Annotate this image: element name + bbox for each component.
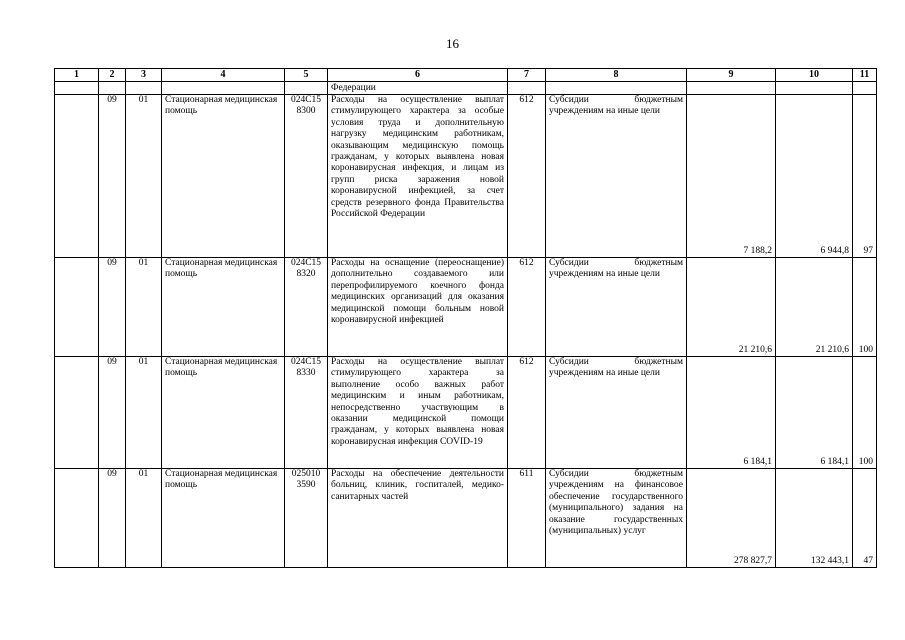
page-number: 16 (446, 36, 459, 51)
target-article-code: 024С15 8300 (285, 95, 328, 258)
executed-amount: 21 210,6 (776, 258, 853, 357)
execution-percent: 100 (853, 357, 877, 469)
execution-percent: 97 (853, 95, 877, 258)
col-header-4: 4 (162, 69, 285, 82)
col-header-5: 5 (285, 69, 328, 82)
execution-percent: 100 (853, 258, 877, 357)
subsection-name: Стационарная медицинская помощь (162, 95, 285, 258)
expense-type-code: 611 (508, 469, 546, 568)
col-header-10: 10 (776, 69, 853, 82)
expense-description: Расходы на осуществление выплат стимулирующего характера за выполнение особо важных работ медицинским и иным работникам, непосредственно участвующим в оказании медицинской помощи гражданам, у которых выявлена новая коронавирусная инфекция COVID-19 (328, 357, 508, 469)
executed-amount: 6 184,1 (776, 357, 853, 469)
subsection-name: Стационарная медицинская помощь (162, 357, 285, 469)
subsection-code: 01 (126, 258, 162, 357)
section-code: 09 (99, 357, 126, 469)
expense-description: Расходы на обеспечение деятельности больниц, клиник, госпиталей, медико-санитарных частей (328, 469, 508, 568)
target-article-code: 024С15 8330 (285, 357, 328, 469)
executed-amount: 6 944,8 (776, 95, 853, 258)
subsection-name: Стационарная медицинская помощь (162, 469, 285, 568)
target-article-code: 024С15 8320 (285, 258, 328, 357)
planned-amount: 7 188,2 (687, 95, 776, 258)
col-header-2: 2 (99, 69, 126, 82)
continuation-text: Федерации (328, 82, 508, 95)
col-header-7: 7 (508, 69, 546, 82)
executed-amount: 132 443,1 (776, 469, 853, 568)
continuation-row (55, 82, 877, 95)
budget-table (54, 68, 877, 568)
planned-amount: 6 184,1 (687, 357, 776, 469)
expense-type-name: Субсидии бюджетным учреждениям на иные цели (546, 95, 687, 258)
expense-type-code: 612 (508, 258, 546, 357)
section-code: 09 (99, 258, 126, 357)
expense-type-name: Субсидии бюджетным учреждениям на иные цели (546, 258, 687, 357)
table-row (55, 258, 877, 357)
subsection-code: 01 (126, 357, 162, 469)
planned-amount: 278 827,7 (687, 469, 776, 568)
expense-type-code: 612 (508, 95, 546, 258)
expense-type-name: Субсидии бюджетным учреждениям на иные цели (546, 357, 687, 469)
expense-type-name: Субсидии бюджетным учреждениям на финансовое обеспечение государственного (муниципального) задания на оказание государственных (муниципальных) услуг (546, 469, 687, 568)
header-row (55, 69, 877, 82)
subsection-name: Стационарная медицинская помощь (162, 258, 285, 357)
planned-amount: 21 210,6 (687, 258, 776, 357)
subsection-code: 01 (126, 469, 162, 568)
table-row (55, 469, 877, 568)
target-article-code: 025010 3590 (285, 469, 328, 568)
col-header-3: 3 (126, 69, 162, 82)
col-header-6: 6 (328, 69, 508, 82)
expense-description: Расходы на осуществление выплат стимулирующего характера за особые условия труда и дополнительную нагрузку медицинским работникам, оказывающим медицинскую помощь гражданам, у которых выявлена новая коронавирусная инфекция, и лицам из групп риска заражения новой коронавирусной инфекцией, за счет средств резервного фонда Правительства Российской Федерации (328, 95, 508, 258)
expense-description: Расходы на оснащение (переоснащение) дополнительно создаваемого или перепрофилируемого коечного фонда медицинских организаций для оказания медицинской помощи больным новой коронавирусной инфекцией (328, 258, 508, 357)
section-code: 09 (99, 95, 126, 258)
execution-percent: 47 (853, 469, 877, 568)
col-header-11: 11 (853, 69, 877, 82)
col-header-8: 8 (546, 69, 687, 82)
col-header-1: 1 (55, 69, 99, 82)
col-header-9: 9 (687, 69, 776, 82)
expense-type-code: 612 (508, 357, 546, 469)
subsection-code: 01 (126, 95, 162, 258)
section-code: 09 (99, 469, 126, 568)
table-row (55, 357, 877, 469)
table-row (55, 95, 877, 258)
